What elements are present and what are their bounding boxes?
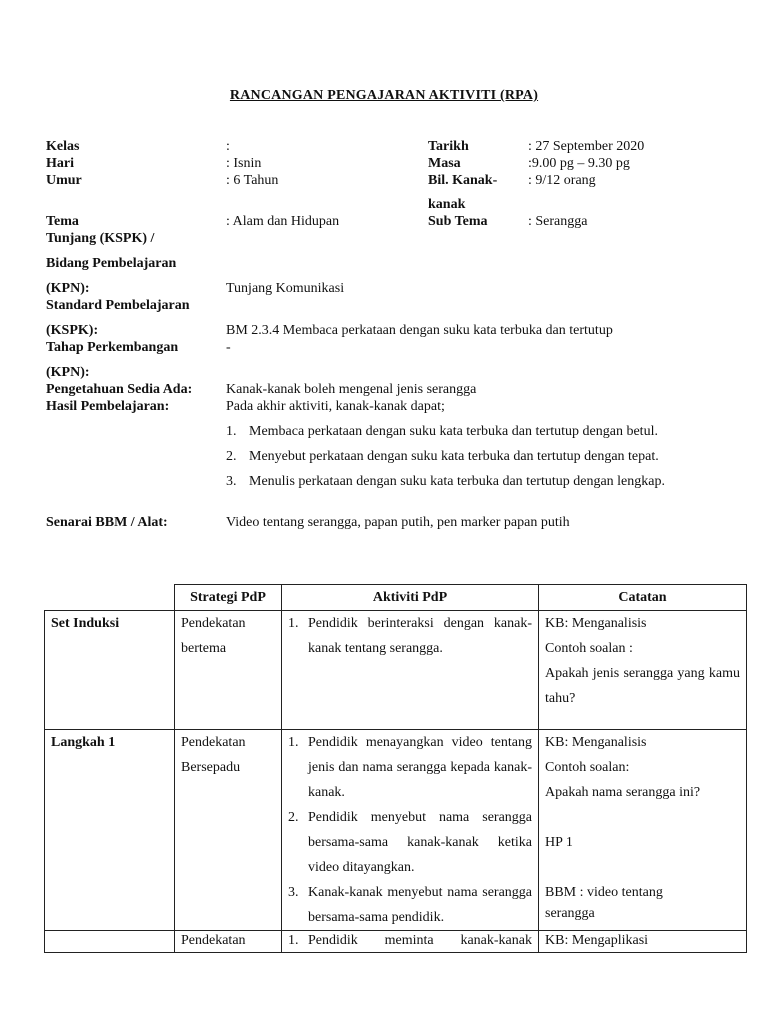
list-item [282, 730, 538, 805]
catatan-cell [539, 730, 747, 931]
hasil-item-text: Membaca perkataan dengan suku kata terbuka dan tertutup dengan betul. [249, 424, 658, 439]
step-cell [45, 730, 175, 931]
hari-value: : Isnin [226, 156, 262, 171]
list-number: 1. [288, 616, 299, 631]
tahap-value: - [226, 340, 231, 355]
strategi-cell [175, 611, 282, 730]
hasil-item-text: Menulis perkataan dengan suku kata terbuka dan tertutup dengan lengkap. [249, 474, 665, 489]
list-item [282, 611, 538, 661]
catatan-spacer [539, 855, 746, 880]
strategi-line: Bersepadu [181, 760, 241, 775]
umur-value: : 6 Tahun [226, 173, 279, 188]
umur-label: Umur [46, 173, 82, 188]
kelas-value: : [226, 139, 230, 154]
list-item [282, 880, 538, 930]
tunjang-value: Tunjang Komunikasi [226, 281, 345, 296]
pengetahuan-label: Pengetahuan Sedia Ada: [46, 382, 193, 397]
aktiviti-cell [282, 611, 539, 730]
hasil-intro: Pada akhir aktiviti, kanak-kanak dapat; [226, 399, 445, 414]
aktiviti-cell [282, 931, 539, 953]
standard-value: BM 2.3.4 Membaca perkataan dengan suku kata terbuka dan tertutup [226, 323, 613, 338]
hasil-item-number: 1. [226, 424, 237, 439]
header-blank-cell [45, 585, 175, 611]
list-text: Pendidik meminta kanak-kanak [308, 933, 532, 948]
step-label: Set Induksi [51, 616, 120, 631]
kelas-label: Kelas [46, 139, 80, 154]
table-row [45, 931, 747, 953]
strategi-line: Pendekatan [181, 616, 246, 631]
strategi-cell [175, 730, 282, 931]
bil-value: : 9/12 orang [528, 173, 596, 188]
hasil-item-number: 2. [226, 449, 237, 464]
catatan-line: HP 1 [545, 835, 573, 850]
masa-label: Masa [428, 156, 461, 171]
hasil-item-text: Menyebut perkataan dengan suku kata terbuka dan tertutup dengan tepat. [249, 449, 659, 464]
list-text: Kanak-kanak menyebut nama serangga bersama-sama pendidik. [308, 885, 532, 925]
table-header-row [45, 585, 747, 611]
catatan-line: KB: Menganalisis [545, 616, 647, 631]
list-number: 1. [288, 735, 299, 750]
tema-value: : Alam dan Hidupan [226, 214, 340, 229]
catatan-line: Apakah jenis serangga yang kamu tahu? [545, 666, 740, 706]
masa-value: :9.00 pg – 9.30 pg [528, 156, 630, 171]
tahap-label-2: (KPN): [46, 365, 90, 380]
standard-label-1: Standard Pembelajaran [46, 298, 190, 313]
hari-label: Hari [46, 156, 74, 171]
catatan-cell [539, 611, 747, 730]
hasil-item-number: 3. [226, 474, 237, 489]
catatan-line: Contoh soalan: [545, 760, 630, 775]
strategi-line: Pendekatan [181, 735, 246, 750]
catatan-cell [539, 931, 747, 953]
tarikh-label: Tarikh [428, 139, 469, 154]
sub-tema-value: : Serangga [528, 214, 588, 229]
pengetahuan-value: Kanak-kanak boleh mengenal jenis serangga [226, 382, 477, 397]
tunjang-label-1: Tunjang (KSPK) / [46, 231, 155, 246]
standard-label-2: (KSPK): [46, 323, 99, 338]
sub-tema-label: Sub Tema [428, 214, 488, 229]
hasil-label: Hasil Pembelajaran: [46, 399, 170, 414]
document-title: RANCANGAN PENGAJARAN AKTIVITI (RPA) [229, 88, 539, 103]
catatan-line: KB: Mengaplikasi [545, 933, 649, 948]
tarikh-value: : 27 September 2020 [528, 139, 645, 154]
list-text: Pendidik menyebut nama serangga bersama-sama kanak-kanak ketika video ditayangkan. [308, 810, 532, 875]
tunjang-label-3: (KPN): [46, 281, 90, 296]
catatan-line: serangga [545, 906, 595, 921]
step-cell [45, 611, 175, 730]
strategi-line: bertema [181, 641, 227, 656]
header-catatan: Catatan [539, 585, 747, 611]
tema-label: Tema [46, 214, 79, 229]
strategi-cell [175, 931, 282, 953]
catatan-line: KB: Menganalisis [545, 735, 647, 750]
aktiviti-cell [282, 730, 539, 931]
activity-table [44, 584, 747, 953]
list-number: 2. [288, 810, 299, 825]
catatan-spacer [539, 805, 746, 830]
list-text: Pendidik menayangkan video tentang jenis dan nama serangga kepada kanak-kanak. [308, 735, 532, 800]
list-number: 1. [288, 933, 299, 948]
list-item [282, 805, 538, 880]
bbm-value: Video tentang serangga, papan putih, pen marker papan putih [226, 515, 570, 530]
bil-label: Bil. Kanak- [428, 173, 498, 188]
bbm-label: Senarai BBM / Alat: [46, 515, 168, 530]
catatan-line: BBM : video tentang [545, 885, 663, 900]
tahap-label-1: Tahap Perkembangan [46, 340, 179, 355]
strategi-line: Pendekatan [181, 933, 246, 948]
bil-label-cont: kanak [428, 197, 466, 212]
table-row [45, 611, 747, 730]
catatan-line: Contoh soalan : [545, 641, 633, 656]
list-item [282, 931, 538, 951]
catatan-line: Apakah nama serangga ini? [545, 785, 701, 800]
step-cell [45, 931, 175, 953]
step-label: Langkah 1 [51, 735, 116, 750]
table-row [45, 730, 747, 931]
list-number: 3. [288, 885, 299, 900]
header-strategi: Strategi PdP [175, 585, 282, 611]
header-aktiviti: Aktiviti PdP [282, 585, 539, 611]
list-text: Pendidik berinteraksi dengan kanak-kanak tentang serangga. [308, 616, 532, 656]
tunjang-label-2: Bidang Pembelajaran [46, 256, 177, 271]
